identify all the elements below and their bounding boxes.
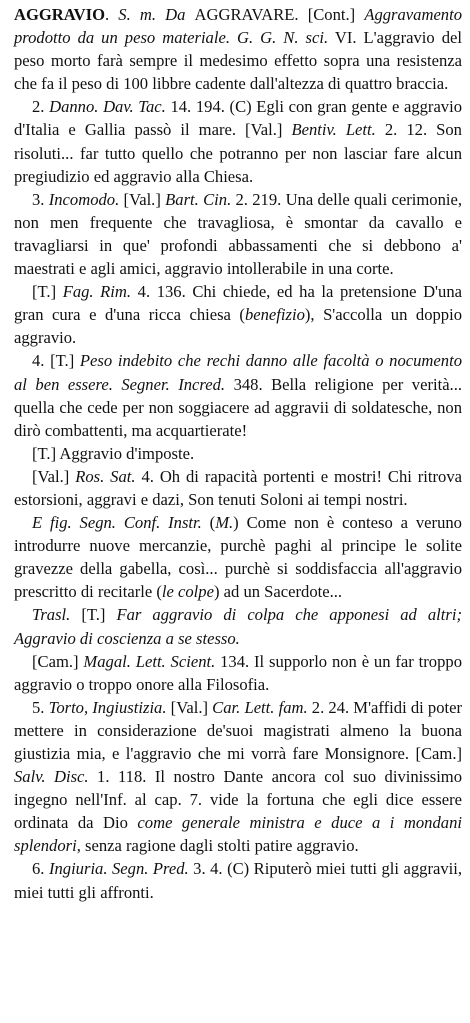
italic-text: Bart. Cin. xyxy=(165,189,232,209)
entry-paragraph xyxy=(14,95,462,187)
entry-paragraph xyxy=(14,603,462,649)
body-text: 134. Il supporlo non è un far troppo aggravio o troppo onore alla Filosofia. xyxy=(14,651,462,694)
italic-text: come generale ministra e duce a i mondani splendori xyxy=(14,813,462,856)
body-text: 5. xyxy=(32,697,49,717)
body-text: . [Cont.] xyxy=(294,5,365,24)
entry-paragraph xyxy=(14,696,462,858)
italic-text: M. xyxy=(215,513,234,533)
italic-text: Far aggravio di colpa che apponesi ad altri; Aggravio di coscienza a se stesso. xyxy=(14,605,462,648)
body-text: ), S'accolla un doppio aggravio. xyxy=(14,305,462,348)
headword: AGGRAVIO xyxy=(14,5,105,24)
entry-paragraph xyxy=(14,188,462,280)
body-text: [Val.] xyxy=(166,697,213,717)
body-text: 348. Bella religione per verità... quella che cede per non soggiacere ad aggravii di soldatesche, non dirò combattenti, ma acquartierate! xyxy=(14,374,462,440)
body-text: [T.] xyxy=(70,605,117,625)
italic-text: S. m. Da xyxy=(118,5,195,24)
italic-text: Trasl. xyxy=(32,605,71,625)
body-text: 2. xyxy=(32,97,50,117)
italic-text: Fag. Rim. xyxy=(62,282,132,302)
entry-paragraph xyxy=(14,3,462,95)
body-text: 4. [T.] xyxy=(32,351,80,371)
italic-text: Ros. Sat. xyxy=(75,466,136,486)
italic-text: Danno. Dav. Tac. xyxy=(49,97,166,117)
body-text: . xyxy=(104,5,119,24)
body-text: [T.] Aggravio d'imposte. xyxy=(32,443,195,463)
body-text: 2. 24. M'affidi di poter mettere in considerazione de'suoi magistrati almeno la buona giustizia mia, e l'aggravio che mi vorrà fare Monsignore. [Cam.] xyxy=(14,697,463,763)
italic-text: Ingiuria. Segn. Pred. xyxy=(48,859,189,879)
entry-paragraph xyxy=(14,650,462,696)
body-text: 6. xyxy=(32,859,49,879)
body-text: 3. xyxy=(32,189,49,209)
small-caps-text: AGGRAVARE xyxy=(194,5,295,24)
body-text: ) ad un Sacerdote... xyxy=(213,582,343,602)
entry-paragraph xyxy=(14,465,462,511)
body-text: ) Come non è conteso a veruno introdurre nuove mercanzie, purchè paghi al principe le solite gravezze della gabella, così... purchè si soddisfaccia all'aggravio prescritto di recitarle ( xyxy=(14,513,462,602)
body-text: 4. 136. Chi chiede, ed ha la pretensione D'una gran cura e d'una ricca chiesa ( xyxy=(14,282,462,325)
entry-paragraph xyxy=(14,280,462,349)
italic-text: Torto, Ingiustizia. xyxy=(48,697,167,717)
italic-text: Car. Lett. fam. xyxy=(212,697,308,717)
italic-text: Salv. Disc. xyxy=(14,767,89,787)
entry-paragraph xyxy=(14,349,462,441)
entry-paragraph xyxy=(14,511,462,603)
italic-text: benefizio xyxy=(244,305,305,325)
entry-paragraph xyxy=(14,857,462,903)
body-text: [T.] xyxy=(32,282,63,302)
italic-text: le colpe xyxy=(161,582,214,602)
italic-text: Peso indebito che rechi danno alle facoltà o nocumento al ben essere. Segner. Incred. xyxy=(14,351,462,394)
body-text: [Cam.] xyxy=(32,651,84,671)
italic-text: Magal. Lett. Scient. xyxy=(83,651,216,671)
body-text: 1. 118. Il nostro Dante ancora col suo divinissimo ingegno nell'Inf. al cap. 7. vide la fortuna che egli dice essere ordinata da Dio xyxy=(14,767,463,833)
body-text: 3. 4. (C) Riputerò miei tutti gli aggravii, miei tutti gli affronti. xyxy=(14,859,463,902)
body-text: 2. 12. Son risoluti... far tutto quello che potranno per non lasciar fare alcun pregiudizio ed aggravio alla Chiesa. xyxy=(14,120,462,186)
italic-text: Bentiv. Lett. xyxy=(291,120,376,140)
italic-text: Aggravamento prodotto da un peso materiale. G. G. N. sci. xyxy=(14,5,463,48)
body-text: 2. 219. Una delle quali cerimonie, non men frequente che travagliosa, è smontar da cavallo e travagliarsi in que' profondi abbassamenti che si debbono a' maestrati e agli amici, aggravio intollerabile in una corte. xyxy=(14,189,462,279)
body-text: 4. Oh di rapacità portenti e mostri! Chi ritrova estorsioni, aggravi e dazi, Son tenuti Soloni ai tempi nostri. xyxy=(14,466,463,509)
italic-text: E fig. Segn. Conf. Instr. xyxy=(32,513,202,533)
body-text: [Val.] xyxy=(32,466,76,486)
body-text: VI. L'aggravio del peso morto farà sempre il medesimo effetto sopra una resistenza che fa il peso di 100 libbre cadente dall'altezza di quattro braccia. xyxy=(14,28,462,94)
entry-paragraph xyxy=(14,442,462,465)
body-text: , senza ragione dagli stolti patire aggravio. xyxy=(76,836,359,856)
body-text: 14. 194. (C) Egli con gran gente e aggravio d'Italia e Gallia passò il mare. [Val.] xyxy=(14,97,463,140)
italic-text: Incomodo. xyxy=(48,189,120,209)
body-text: [Val.] xyxy=(119,189,166,209)
body-text: ( xyxy=(201,513,216,533)
